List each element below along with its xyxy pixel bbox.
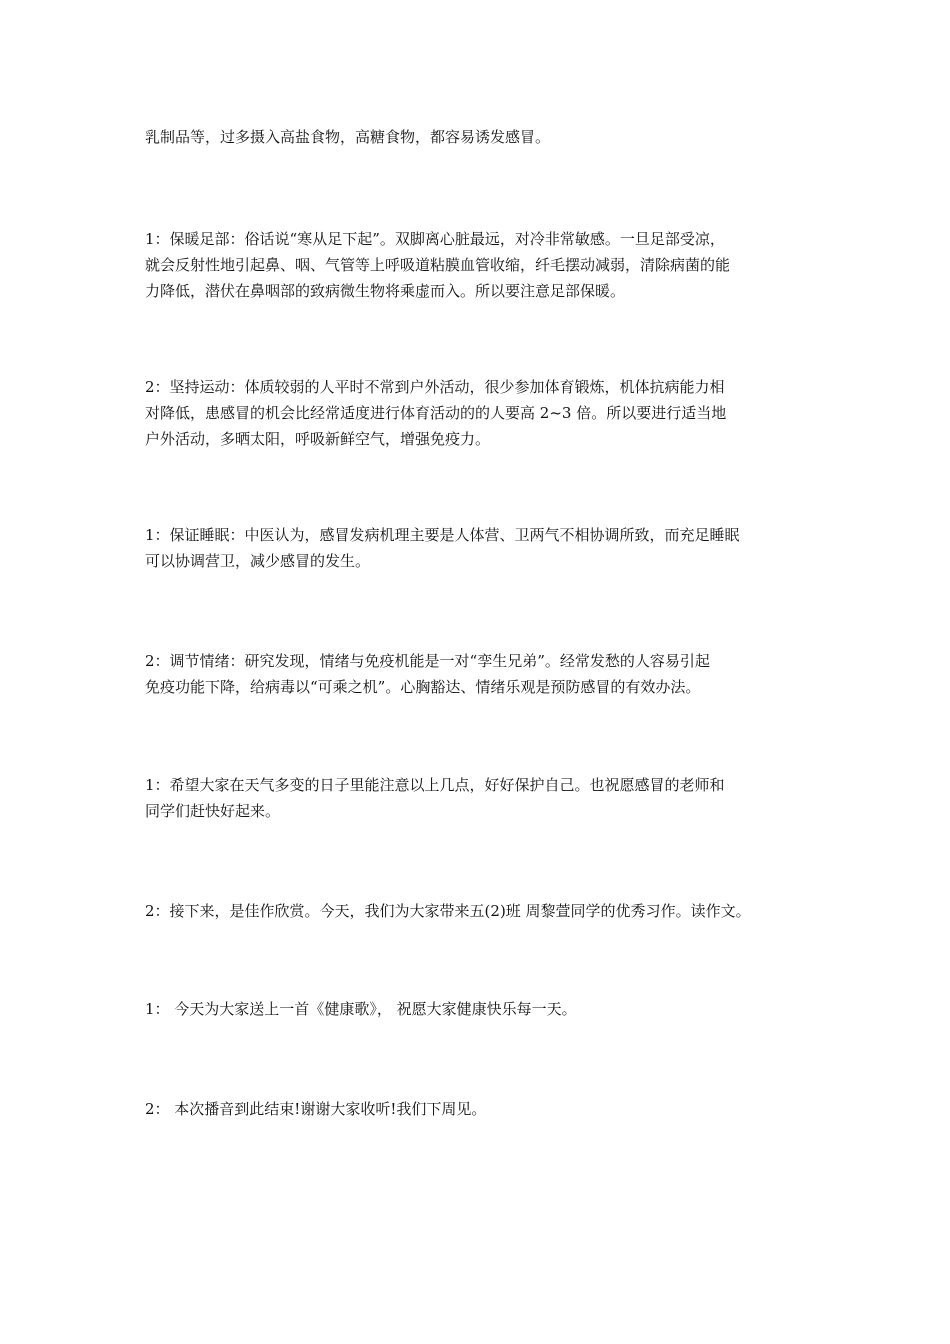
paragraph-song: 1： 今天为大家送上一首《健康歌》， 祝愿大家健康快乐每一天。 — [145, 1000, 577, 1018]
paragraph-essay-intro: 2：接下来，是佳作欣赏。今天，我们为大家带来五(2)班 周黎萱同学的优秀习作。读作文。 — [145, 902, 751, 920]
paragraph-closing: 2： 本次播音到此结束!谢谢大家收听!我们下周见。 — [145, 1100, 487, 1118]
paragraph-wishes: 1：希望大家在天气多变的日子里能注意以上几点，好好保护自己。也祝愿感冒的老师和 同学们赶快好起来。 — [145, 776, 725, 820]
paragraph-diet: 乳制品等，过多摄入高盐食物，高糖食物，都容易诱发感冒。 — [145, 128, 551, 146]
paragraph-keep-feet-warm: 1：保暖足部：俗话说“寒从足下起”。双脚离心脏最远，对冷非常敏感。一旦足部受凉， 就会反射性地引起鼻、咽、气管等上呼吸道粘膜血管收缩，纤毛摆动减弱，清除病菌的能 力降低，潜伏在鼻咽部的致病微生物将乘虚而入。所以要注意足部保暖。 — [145, 230, 731, 300]
paragraph-sleep: 1：保证睡眠：中医认为，感冒发病机理主要是人体营、卫两气不相协调所致，而充足睡眠 可以协调营卫，减少感冒的发生。 — [145, 526, 740, 570]
paragraph-emotions: 2：调节情绪：研究发现，情绪与免疫机能是一对“孪生兄弟”。经常发愁的人容易引起 免疫功能下降，给病毒以“可乘之机”。心胸豁达、情绪乐观是预防感冒的有效办法。 — [145, 652, 710, 696]
paragraph-exercise: 2：坚持运动：体质较弱的人平时不常到户外活动，很少参加体育锻炼，机体抗病能力相 对降低，患感冒的机会比经常适度进行体育活动的的人要高 2~3 倍。所以要进行适当地 户外活动，多晒太阳，呼吸新鲜空气，增强免疫力。 — [145, 378, 727, 448]
